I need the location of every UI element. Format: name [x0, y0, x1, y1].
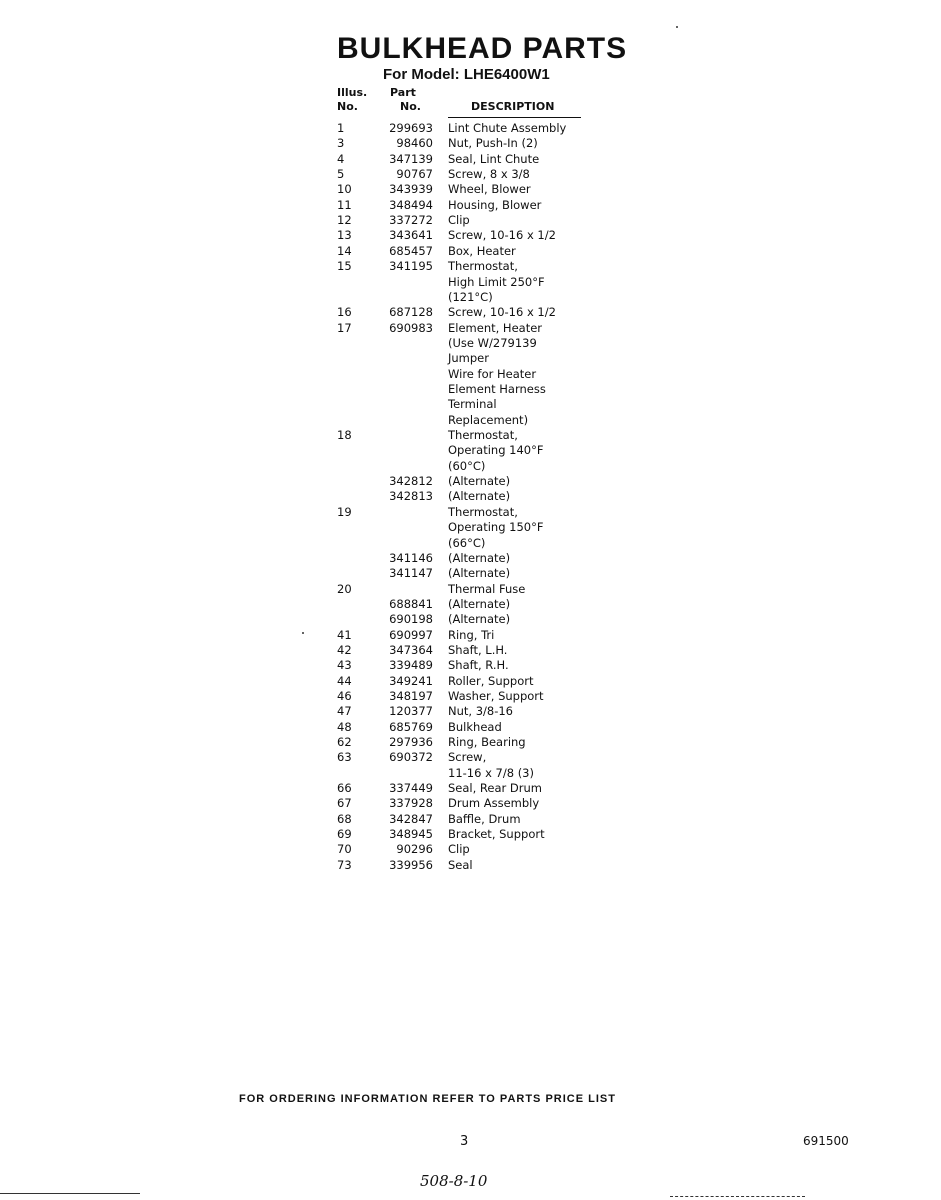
part-number: 90296 — [396, 842, 433, 857]
part-number: 685457 — [389, 243, 433, 258]
parts-row — [0, 796, 941, 811]
part-description: Housing, Blower — [448, 197, 542, 212]
illus-number: 1 — [337, 121, 345, 135]
parts-row — [0, 704, 941, 719]
parts-row — [0, 505, 941, 520]
illus-number: 14 — [337, 243, 352, 258]
parts-row — [0, 536, 941, 551]
parts-row — [0, 551, 941, 566]
page-title: BULKHEAD PARTS — [337, 32, 628, 65]
description-header: DESCRIPTION — [471, 100, 555, 113]
parts-row — [0, 290, 941, 305]
illus-number: 41 — [337, 627, 352, 642]
document-number: 691500 — [803, 1134, 849, 1148]
parts-row — [0, 321, 941, 336]
illus-number: 4 — [337, 151, 345, 166]
illus-number: 18 — [337, 428, 352, 442]
illus-number: 12 — [337, 213, 352, 228]
part-description: Bracket, Support — [448, 827, 545, 842]
part-description: Washer, Support — [448, 688, 544, 703]
part-description: (60°C) — [448, 458, 486, 473]
part-number: 342847 — [389, 811, 433, 826]
part-description: Baffle, Drum — [448, 811, 521, 826]
parts-row — [0, 612, 941, 627]
part-description: (Alternate) — [448, 596, 511, 611]
part-description: Element Harness — [448, 381, 546, 396]
part-number: 120377 — [389, 704, 433, 719]
parts-row — [0, 858, 941, 873]
part-description: (Use W/279139 — [448, 335, 537, 350]
illus-number: 46 — [337, 688, 352, 703]
illus-number: 10 — [337, 182, 352, 197]
part-description: Roller, Support — [448, 673, 534, 688]
part-description: Wheel, Blower — [448, 182, 531, 197]
part-number: 90767 — [396, 167, 433, 182]
part-description: (Alternate) — [448, 474, 511, 489]
part-description: Terminal — [448, 397, 497, 412]
part-header-line1: Part — [390, 86, 416, 99]
parts-row — [0, 827, 941, 842]
illus-number: 69 — [337, 827, 352, 842]
illus-number: 42 — [337, 642, 352, 657]
part-number: 690198 — [389, 612, 433, 627]
parts-row — [0, 167, 941, 182]
parts-row — [0, 275, 941, 290]
part-description: Seal, Rear Drum — [448, 781, 542, 795]
part-number: 297936 — [389, 735, 433, 749]
part-description: Thermostat, — [448, 428, 518, 442]
part-description: Jumper — [448, 351, 489, 366]
illus-number: 47 — [337, 704, 352, 719]
part-description: Ring, Tri — [448, 627, 495, 642]
part-description: Box, Heater — [448, 243, 516, 258]
parts-row — [0, 459, 941, 474]
parts-row — [0, 443, 941, 458]
part-description: Thermal Fuse — [448, 581, 526, 596]
parts-row — [0, 244, 941, 259]
part-number: 685769 — [389, 719, 433, 734]
illus-number: 43 — [337, 658, 352, 673]
part-number: 687128 — [389, 305, 433, 320]
part-number: 337272 — [389, 213, 433, 228]
parts-row — [0, 305, 941, 320]
parts-row — [0, 259, 941, 274]
part-number: 341195 — [389, 259, 433, 274]
part-number: 349241 — [389, 673, 433, 688]
illus-number: 5 — [337, 167, 345, 182]
part-description: Shaft, L.H. — [448, 642, 508, 657]
parts-row — [0, 121, 941, 136]
parts-row — [0, 198, 941, 213]
illus-number: 48 — [337, 719, 352, 734]
parts-row — [0, 781, 941, 796]
parts-row — [0, 152, 941, 167]
part-description: 11-16 x 7/8 (3) — [448, 765, 534, 780]
scan-edge-line-right — [670, 1196, 805, 1197]
part-number: 343641 — [389, 228, 433, 243]
part-number: 299693 — [389, 121, 433, 135]
part-description: Clip — [448, 842, 470, 857]
part-description: Nut, 3/8-16 — [448, 704, 514, 719]
part-description: (Alternate) — [448, 489, 511, 504]
illus-number: 67 — [337, 796, 352, 811]
page-number: 3 — [460, 1134, 469, 1149]
part-description: Seal — [448, 857, 473, 872]
part-number: 347364 — [389, 642, 433, 657]
parts-row — [0, 520, 941, 535]
part-number: 339956 — [389, 857, 433, 872]
parts-row — [0, 413, 941, 428]
part-description: Bulkhead — [448, 719, 502, 734]
illus-number: 13 — [337, 228, 352, 243]
part-description: Operating 150°F — [448, 520, 544, 535]
parts-row — [0, 397, 941, 412]
part-number: 347139 — [389, 151, 433, 166]
part-description: Nut, Push-In (2) — [448, 136, 538, 151]
parts-row — [0, 351, 941, 366]
scan-edge-line-left — [0, 1193, 140, 1194]
scan-speck — [676, 26, 678, 28]
illus-number: 17 — [337, 320, 352, 335]
part-description: Screw, 10-16 x 1/2 — [448, 228, 556, 243]
illus-number: 19 — [337, 504, 352, 519]
part-number: 342813 — [389, 489, 433, 504]
parts-row — [0, 689, 941, 704]
part-number: 343939 — [389, 182, 433, 197]
illus-header-line2: No. — [337, 100, 358, 113]
illus-number: 20 — [337, 581, 352, 596]
illus-number: 66 — [337, 781, 352, 795]
scan-speck — [302, 632, 304, 634]
part-description: Screw, 8 x 3/8 — [448, 167, 530, 182]
part-description: Thermostat, — [448, 504, 518, 519]
part-description: Seal, Lint Chute — [448, 151, 540, 166]
parts-row — [0, 582, 941, 597]
part-description: Drum Assembly — [448, 796, 540, 811]
part-description: Wire for Heater — [448, 366, 537, 381]
parts-row — [0, 628, 941, 643]
part-number: 342812 — [389, 474, 433, 489]
part-header-line2: No. — [400, 100, 421, 113]
illus-number: 3 — [337, 136, 345, 151]
illus-header-line1: Illus. — [337, 86, 368, 99]
part-number: 341147 — [389, 566, 433, 581]
parts-row — [0, 750, 941, 765]
part-description: High Limit 250°F — [448, 274, 545, 289]
parts-row — [0, 228, 941, 243]
part-number: 690372 — [389, 750, 433, 765]
part-description: Thermostat, — [448, 259, 518, 274]
parts-row — [0, 597, 941, 612]
part-number: 690983 — [389, 320, 433, 335]
parts-row — [0, 720, 941, 735]
part-number: 337449 — [389, 781, 433, 795]
part-number: 339489 — [389, 658, 433, 673]
parts-row — [0, 136, 941, 151]
parts-row — [0, 643, 941, 658]
part-description: (Alternate) — [448, 566, 511, 581]
part-number: 98460 — [396, 136, 433, 151]
part-description: (Alternate) — [448, 550, 511, 565]
part-description: Element, Heater — [448, 320, 543, 335]
parts-row — [0, 842, 941, 857]
parts-row — [0, 566, 941, 581]
parts-row — [0, 766, 941, 781]
part-number: 348494 — [389, 197, 433, 212]
part-number: 688841 — [389, 596, 433, 611]
illus-number: 63 — [337, 750, 352, 765]
parts-row — [0, 674, 941, 689]
part-description: Operating 140°F — [448, 443, 544, 458]
parts-row — [0, 182, 941, 197]
parts-row — [0, 382, 941, 397]
illus-number: 44 — [337, 673, 352, 688]
parts-row — [0, 213, 941, 228]
illus-number: 73 — [337, 857, 352, 872]
part-description: Screw, 10-16 x 1/2 — [448, 305, 556, 320]
part-number: 690997 — [389, 627, 433, 642]
model-subtitle: For Model: LHE6400W1 — [383, 66, 550, 83]
part-description: Lint Chute Assembly — [448, 121, 567, 135]
part-number: 348945 — [389, 827, 433, 842]
parts-row — [0, 658, 941, 673]
part-description: Replacement) — [448, 412, 529, 427]
part-number: 348197 — [389, 688, 433, 703]
handwritten-note: 508-8-10 — [420, 1172, 488, 1190]
parts-row — [0, 489, 941, 504]
header-underline — [448, 117, 581, 118]
part-number: 341146 — [389, 550, 433, 565]
part-description: (Alternate) — [448, 612, 511, 627]
illus-number: 15 — [337, 259, 352, 274]
parts-row — [0, 428, 941, 443]
illus-number: 70 — [337, 842, 352, 857]
parts-row — [0, 336, 941, 351]
illus-number: 62 — [337, 735, 352, 749]
parts-row — [0, 367, 941, 382]
part-description: (66°C) — [448, 535, 486, 550]
part-number: 337928 — [389, 796, 433, 811]
part-description: Shaft, R.H. — [448, 658, 509, 673]
parts-row — [0, 735, 941, 750]
part-description: (121°C) — [448, 289, 493, 304]
illus-number: 68 — [337, 811, 352, 826]
part-description: Ring, Bearing — [448, 735, 526, 749]
ordering-note: FOR ORDERING INFORMATION REFER TO PARTS PRICE LIST — [239, 1093, 616, 1105]
illus-number: 16 — [337, 305, 352, 320]
parts-row — [0, 812, 941, 827]
illus-number: 11 — [337, 197, 352, 212]
parts-row — [0, 474, 941, 489]
part-description: Clip — [448, 213, 470, 228]
part-description: Screw, — [448, 750, 487, 765]
